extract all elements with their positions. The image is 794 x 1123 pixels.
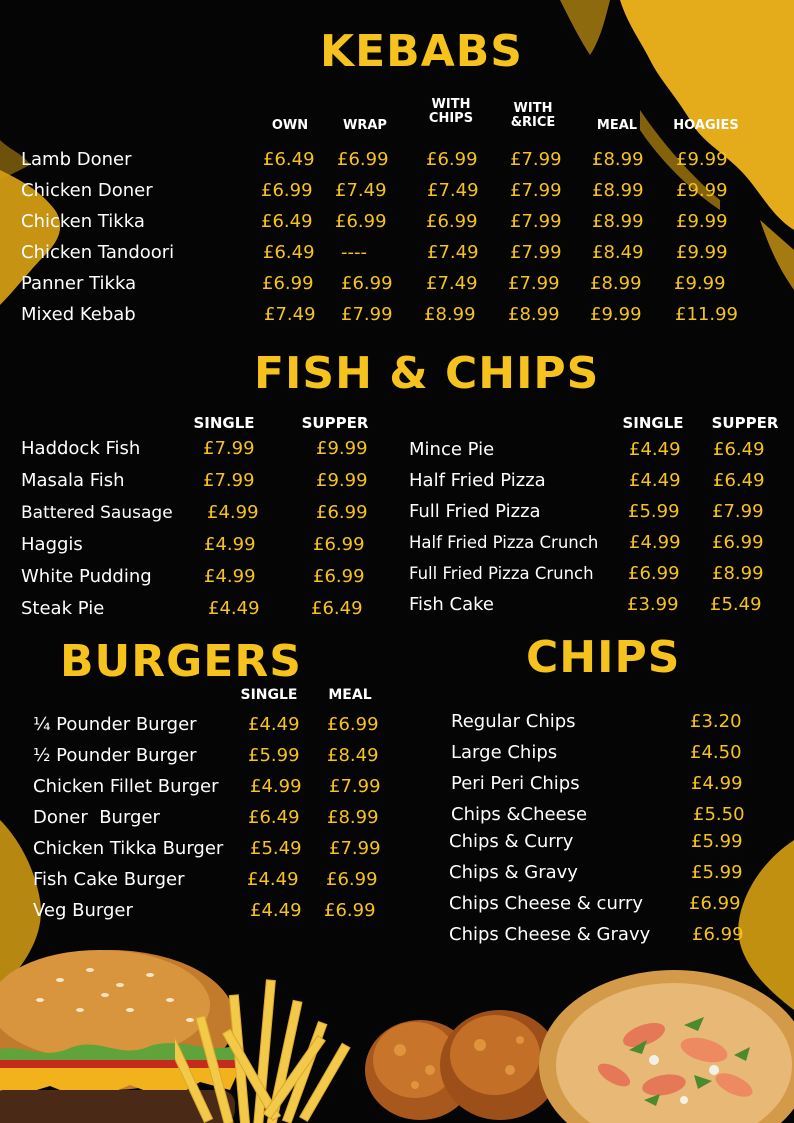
item-name: Chips & Curry	[449, 831, 574, 852]
list-item	[21, 469, 381, 495]
price-meal: £6.99	[326, 869, 378, 890]
list-item	[21, 210, 761, 236]
list-item	[21, 437, 381, 463]
item-name: Veg Burger	[33, 900, 133, 921]
price-wrap: £6.99	[335, 211, 387, 232]
item-name: Full Fried Pizza Crunch	[409, 564, 594, 583]
fish-left-header-single: SINGLE	[193, 414, 255, 432]
item-name: Regular Chips	[451, 711, 576, 732]
list-item	[33, 775, 393, 801]
price-supper: £6.49	[713, 470, 765, 491]
list-item	[449, 830, 769, 856]
item-name: Full Fried Pizza	[409, 501, 541, 522]
price-supper: £6.99	[316, 502, 368, 523]
price-hoagies: £9.99	[676, 180, 728, 201]
price-meal: £8.99	[592, 211, 644, 232]
price-single: £5.99	[248, 745, 300, 766]
price-single: £4.49	[247, 869, 299, 890]
price-supper: £5.49	[710, 594, 762, 615]
price: £4.99	[691, 773, 743, 794]
price-hoagies: £9.99	[676, 242, 728, 263]
list-item	[33, 806, 393, 832]
list-item	[21, 179, 761, 205]
item-name: Chicken Doner	[21, 180, 153, 201]
price-with-rice: £7.99	[510, 180, 562, 201]
burgers-title: BURGERS	[60, 636, 302, 687]
burgers-header-single: SINGLE	[240, 687, 298, 703]
kebabs-header-own: OWN	[271, 118, 309, 133]
list-item	[409, 593, 789, 619]
item-name: Steak Pie	[21, 598, 105, 619]
fish-right-header-single: SINGLE	[622, 414, 684, 432]
price-with-rice: £7.99	[508, 273, 560, 294]
list-item	[449, 923, 769, 949]
kebabs-header-with-chips: WITH CHIPS	[428, 97, 474, 126]
price-wrap: £7.99	[341, 304, 393, 325]
item-name: Chicken Tikka Burger	[33, 838, 224, 859]
price-wrap: £6.99	[337, 149, 389, 170]
list-item	[21, 533, 381, 559]
price-single: £4.99	[629, 532, 681, 553]
price-single: £3.99	[627, 594, 679, 615]
price-own: £6.49	[263, 149, 315, 170]
item-name: Chips Cheese & curry	[449, 893, 644, 914]
price-single: £4.99	[204, 566, 256, 587]
kebabs-header-meal: MEAL	[596, 118, 638, 133]
price-supper: £9.99	[316, 470, 368, 491]
item-name: Half Fried Pizza	[409, 470, 546, 491]
price-single: £4.49	[250, 900, 302, 921]
price-with-chips: £6.99	[426, 211, 478, 232]
item-name: Mince Pie	[409, 439, 495, 460]
list-item	[33, 899, 393, 925]
price-single: £6.49	[248, 807, 300, 828]
price-own: £7.49	[264, 304, 316, 325]
price: £6.99	[689, 893, 741, 914]
list-item	[409, 500, 789, 526]
price-with-chips: £8.99	[424, 304, 476, 325]
item-name: Panner Tikka	[21, 273, 137, 294]
item-name: Doner Burger	[33, 807, 160, 828]
item-name: Chicken Tandoori	[21, 242, 175, 263]
price-meal: £8.99	[592, 149, 644, 170]
list-item	[409, 469, 789, 495]
price-supper: £6.49	[713, 439, 765, 460]
list-item	[21, 597, 381, 623]
pizza-image	[534, 955, 794, 1123]
item-name: Haggis	[21, 534, 83, 555]
list-item	[451, 803, 771, 829]
price-single: £4.49	[629, 439, 681, 460]
item-name: Chicken Fillet Burger	[33, 776, 219, 797]
price-with-chips: £7.49	[427, 180, 479, 201]
list-item	[33, 837, 393, 863]
item-name: Lamb Doner	[21, 149, 132, 170]
price-single: £4.99	[250, 776, 302, 797]
price: £5.50	[693, 804, 745, 825]
price: £3.20	[690, 711, 742, 732]
price-supper: £8.99	[712, 563, 764, 584]
item-name: Chicken Tikka	[21, 211, 145, 232]
list-item	[21, 303, 761, 329]
item-name: Peri Peri Chips	[451, 773, 580, 794]
price-own: £6.99	[262, 273, 314, 294]
item-name: Half Fried Pizza Crunch	[409, 533, 599, 552]
price: £6.99	[692, 924, 744, 945]
price-with-chips: £7.49	[427, 242, 479, 263]
price-meal: £7.99	[329, 838, 381, 859]
price-own: £6.99	[261, 180, 313, 201]
fried-chicken-image	[360, 975, 560, 1123]
price-with-rice: £7.99	[510, 242, 562, 263]
price-supper: £6.99	[313, 534, 365, 555]
list-item	[451, 710, 771, 736]
item-name: Fish Cake Burger	[33, 869, 185, 890]
item-name: Chips &Cheese	[451, 804, 588, 825]
price-supper: £6.99	[712, 532, 764, 553]
list-item	[449, 861, 769, 887]
price-single: £5.99	[628, 501, 680, 522]
fish-chips-title: FISH & CHIPS	[254, 348, 600, 399]
price-meal: £8.49	[327, 745, 379, 766]
list-item	[21, 148, 761, 174]
price-meal: £8.99	[590, 273, 642, 294]
price-wrap: £7.49	[335, 180, 387, 201]
list-item	[33, 868, 393, 894]
list-item	[451, 741, 771, 767]
price-single: £7.99	[203, 438, 255, 459]
price-supper: £7.99	[712, 501, 764, 522]
list-item	[409, 562, 789, 588]
kebabs-title: KEBABS	[320, 26, 523, 77]
price-hoagies: £11.99	[675, 304, 738, 325]
item-name: Masala Fish	[21, 470, 125, 491]
price: £5.99	[691, 862, 743, 883]
price-meal: £7.99	[329, 776, 381, 797]
list-item	[449, 892, 769, 918]
price-meal: £6.99	[327, 714, 379, 735]
fish-left-header-supper: SUPPER	[301, 414, 369, 432]
price-single: £5.49	[250, 838, 302, 859]
list-item	[451, 772, 771, 798]
item-name: Haddock Fish	[21, 438, 141, 459]
item-name: Large Chips	[451, 742, 558, 763]
price-single: £4.99	[207, 502, 259, 523]
item-name: ¼ Pounder Burger	[33, 714, 197, 735]
price-hoagies: £9.99	[676, 211, 728, 232]
list-item	[21, 565, 381, 591]
price-with-chips: £7.49	[426, 273, 478, 294]
price-meal: £8.99	[327, 807, 379, 828]
chips-title: CHIPS	[526, 632, 681, 683]
item-name: Battered Sausage	[21, 503, 173, 523]
price: £4.50	[690, 742, 742, 763]
list-item	[409, 531, 789, 557]
price-hoagies: £9.99	[674, 273, 726, 294]
list-item	[21, 501, 381, 527]
list-item	[33, 744, 393, 770]
item-name: Mixed Kebab	[21, 304, 136, 325]
price-with-rice: £8.99	[508, 304, 560, 325]
burgers-header-meal: MEAL	[328, 687, 372, 703]
price: £5.99	[691, 831, 743, 852]
price-meal: £6.99	[324, 900, 376, 921]
fries-image	[175, 965, 375, 1123]
list-item	[21, 272, 761, 298]
item-name: Fish Cake	[409, 594, 495, 615]
price-with-rice: £7.99	[510, 211, 562, 232]
price-own: £6.49	[261, 211, 313, 232]
price-single: £4.49	[248, 714, 300, 735]
price-supper: £6.49	[311, 598, 363, 619]
price-meal: £8.99	[592, 180, 644, 201]
fish-right-header-supper: SUPPER	[711, 414, 779, 432]
list-item	[33, 713, 393, 739]
price-with-chips: £6.99	[426, 149, 478, 170]
item-name: ½ Pounder Burger	[33, 745, 197, 766]
item-name: Chips & Gravy	[449, 862, 578, 883]
item-name: White Pudding	[21, 566, 152, 587]
kebabs-header-hoagies: HOAGIES	[673, 118, 739, 133]
price-single: £6.99	[628, 563, 680, 584]
price-wrap: £6.99	[341, 273, 393, 294]
price-meal: £8.49	[592, 242, 644, 263]
price-hoagies: £9.99	[676, 149, 728, 170]
price-wrap: ----	[341, 242, 367, 263]
price-meal: £9.99	[590, 304, 642, 325]
price-own: £6.49	[263, 242, 315, 263]
kebabs-header-with-rice: WITH &RICE	[510, 101, 556, 130]
list-item	[21, 241, 761, 267]
price-with-rice: £7.99	[510, 149, 562, 170]
price-single: £4.49	[208, 598, 260, 619]
price-single: £4.49	[629, 470, 681, 491]
item-name: Chips Cheese & Gravy	[449, 924, 651, 945]
price-single: £4.99	[204, 534, 256, 555]
price-single: £7.99	[203, 470, 255, 491]
price-supper: £6.99	[313, 566, 365, 587]
list-item	[409, 438, 789, 464]
price-supper: £9.99	[316, 438, 368, 459]
kebabs-header-wrap: WRAP	[343, 118, 387, 133]
